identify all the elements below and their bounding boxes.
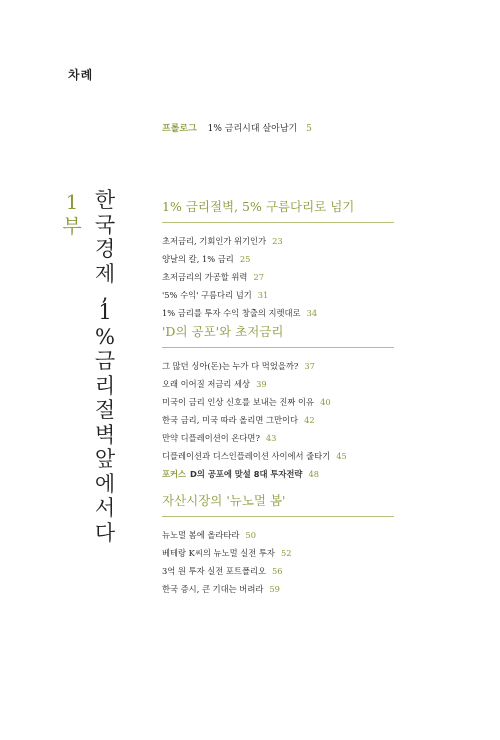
part-title-char: 리 <box>94 373 116 398</box>
entry-title: 디플레이션과 디스인플레이션 사이에서 줄타기 <box>162 451 331 461</box>
entry-title: 베테랑 K씨의 뉴노멀 실전 투자 <box>162 548 275 558</box>
part-title <box>92 188 118 545</box>
entry-page: 56 <box>272 566 283 576</box>
entry-title: 양날의 칼, 1% 금리 <box>162 254 234 264</box>
part-title-char: % <box>95 324 115 349</box>
entry-page: 52 <box>280 548 292 558</box>
entry-title: '5% 수익' 구름다리 넘기 <box>162 290 252 300</box>
entry-page: 43 <box>265 433 277 443</box>
entry-title: 한국 증시, 큰 기대는 버려라 <box>162 584 264 594</box>
entry-page: 39 <box>256 379 267 389</box>
entry-page: 42 <box>304 415 315 425</box>
toc-entry[interactable] <box>162 393 394 411</box>
toc-entry[interactable] <box>162 411 394 429</box>
prologue-page: 5 <box>306 124 312 134</box>
part-title-char: 벽 <box>94 422 116 447</box>
chapter-2 <box>162 322 394 483</box>
entry-title: D의 공포에 맞설 8대 투자전략 <box>190 469 303 479</box>
entry-page: 59 <box>269 584 280 594</box>
entry-title: 초저금리의 가공할 위력 <box>162 272 248 282</box>
toc-entry[interactable] <box>162 526 394 544</box>
entry-page: 34 <box>306 308 318 318</box>
entry-page: 27 <box>253 272 264 282</box>
toc-entry[interactable] <box>162 357 394 375</box>
entry-title: 3억 원 투자 실전 포트폴리오 <box>162 566 266 576</box>
toc-entry[interactable] <box>162 232 394 250</box>
toc-entry[interactable] <box>162 544 394 562</box>
part-title-char: 경 <box>94 237 116 261</box>
focus-label: 포커스 <box>162 469 187 479</box>
part-title-char: 국 <box>94 212 116 237</box>
toc-entry[interactable] <box>162 375 394 393</box>
toc-title: 차례 <box>68 68 94 82</box>
entry-page: 23 <box>272 236 283 246</box>
part-title-char: 금 <box>94 349 116 373</box>
part-number-char: 부 <box>62 214 82 238</box>
part-title-char: 다 <box>94 520 116 545</box>
toc-entry[interactable] <box>162 562 394 580</box>
entry-page: 50 <box>245 530 256 540</box>
toc-entry[interactable] <box>162 250 394 268</box>
entry-page: 45 <box>336 451 347 461</box>
part-title-char: 제 <box>94 261 116 286</box>
toc-entry[interactable] <box>162 268 394 286</box>
toc-entry[interactable] <box>162 447 394 465</box>
entry-title: 미국이 금리 인상 신호를 보내는 진짜 이유 <box>162 397 315 407</box>
toc-entry[interactable] <box>162 429 394 447</box>
entry-page: 37 <box>304 361 315 371</box>
entry-page: 31 <box>257 290 269 300</box>
toc-entry[interactable] <box>162 580 394 598</box>
chapter-heading[interactable]: 자산시장의 '뉴노멀 봄' <box>162 491 394 517</box>
part-title-char: 한 <box>94 188 116 212</box>
entry-page: 48 <box>308 469 319 479</box>
entry-title: 뉴노멀 봄에 올라타라 <box>162 530 240 540</box>
entry-title: 오래 이어질 저금리 세상 <box>162 379 251 389</box>
part-title-char: 절 <box>94 398 116 422</box>
chapter-heading[interactable]: 'D의 공포'와 초저금리 <box>162 322 394 348</box>
entry-title: 그 많던 싱아(돈)는 누가 다 먹었을까? <box>162 361 299 371</box>
entry-page: 40 <box>320 397 331 407</box>
chapter-1 <box>162 197 394 322</box>
part-title-char: 앞 <box>94 447 116 471</box>
part-number <box>62 190 82 238</box>
toc-entry[interactable] <box>162 304 394 322</box>
entry-title: 1% 금리를 투자 수익 창출의 지렛대로 <box>162 308 301 318</box>
part-number-char: 1 <box>65 190 79 214</box>
part-title-char: , <box>101 281 109 305</box>
part-title-char: 서 <box>94 496 116 520</box>
part-title-char: 에 <box>94 471 116 496</box>
entry-title: 만약 디플레이션이 온다면? <box>162 433 260 443</box>
chapter-3 <box>162 491 394 598</box>
prologue-title: 1% 금리시대 살아남기 <box>207 124 298 134</box>
entry-title: 한국 금리, 미국 따라 올리면 그만이다 <box>162 415 299 425</box>
toc-entry[interactable] <box>162 286 394 304</box>
entry-page: 25 <box>239 254 251 264</box>
focus-entry[interactable] <box>162 465 394 483</box>
entry-title: 초저금리, 기회인가 위기인가 <box>162 236 267 246</box>
prologue-entry[interactable] <box>162 121 312 134</box>
chapter-heading[interactable]: 1% 금리절벽, 5% 구름다리로 넘기 <box>162 197 394 223</box>
part-title-char: 1 <box>98 300 112 324</box>
prologue-label: 프롤로그 <box>162 124 197 134</box>
